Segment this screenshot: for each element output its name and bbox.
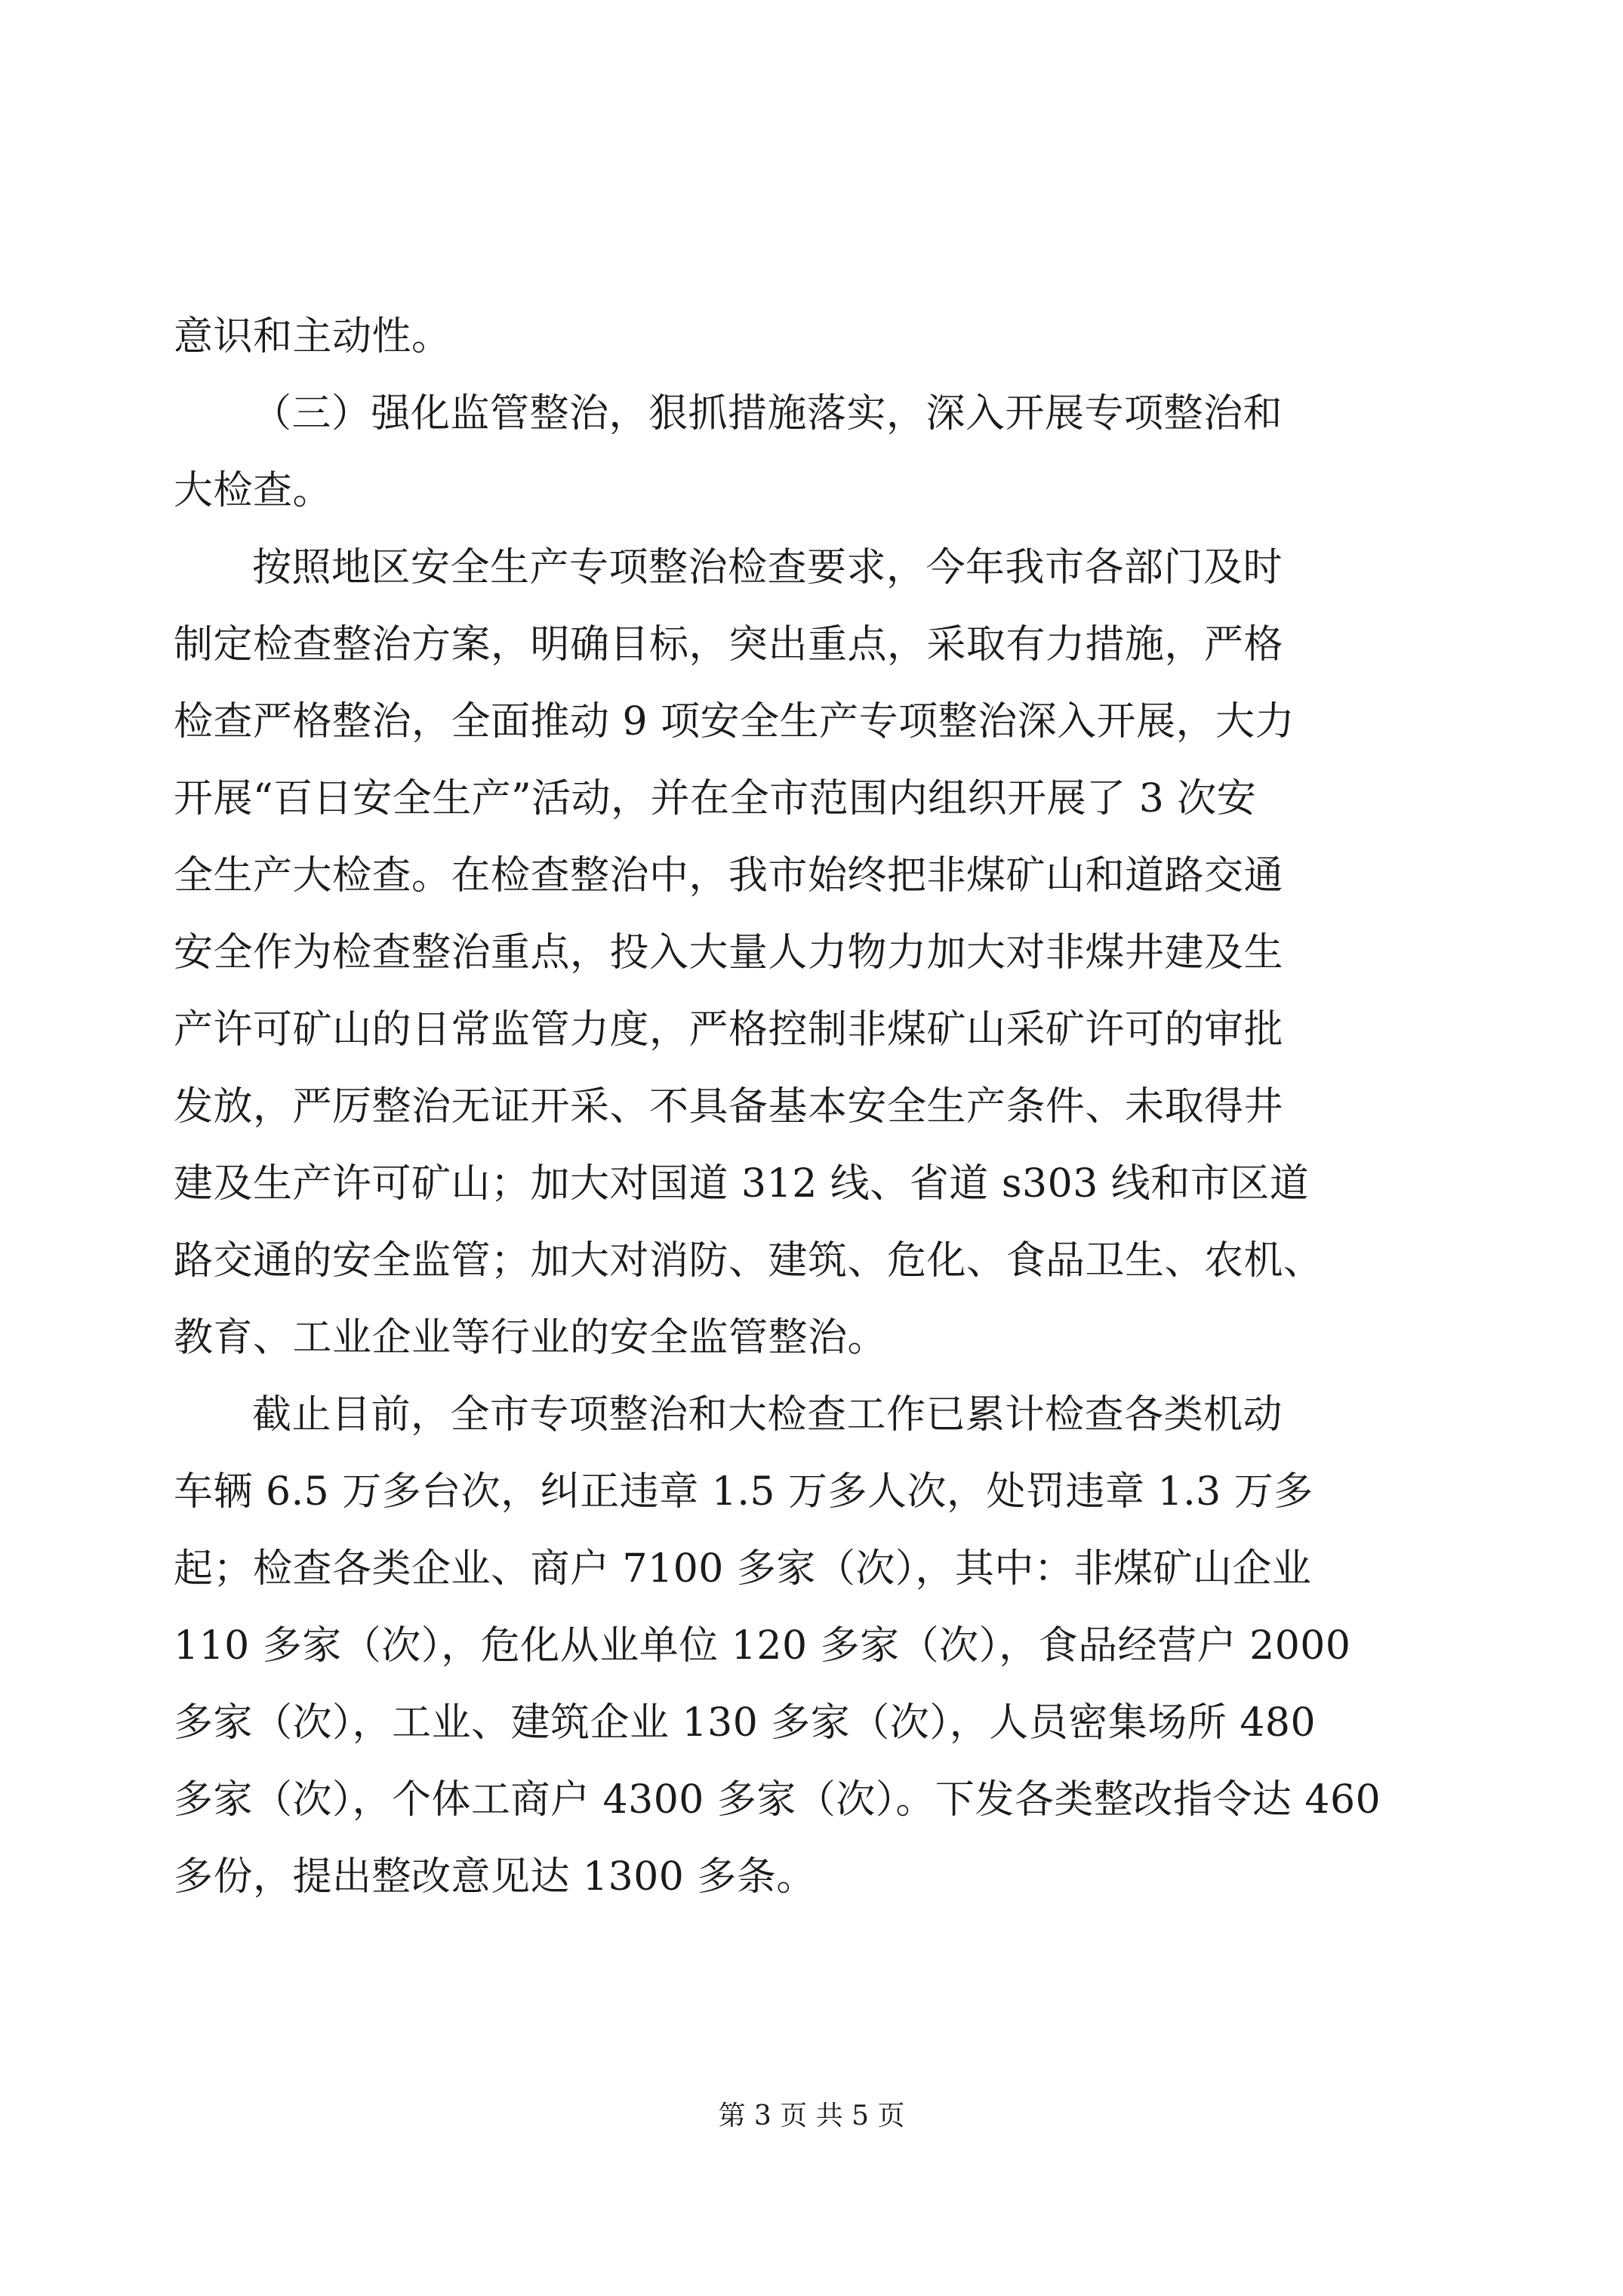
page-number-footer: 第 3 页 共 5 页 xyxy=(718,2100,905,2131)
text-line: 建及生产许可矿山；加大对国道 312 线、省道 s303 线和市区道 xyxy=(174,1161,1310,1207)
text-line: 意识和主动性。 xyxy=(174,314,451,359)
document-body xyxy=(174,298,1442,1915)
text-line: 起；检查各类企业、商户 7100 多家（次），其中：非煤矿山企业 xyxy=(174,1546,1312,1592)
paragraph-start: 截止目前，全市专项整治和大检查工作已累计检查各类机动 xyxy=(252,1392,1283,1438)
text-line: 路交通的安全监管；加大对消防、建筑、危化、食品卫生、农机、 xyxy=(174,1238,1323,1284)
text-line: 开展“百日安全生产”活动，并在全市范围内组织开展了 3 次安 xyxy=(174,776,1257,821)
text-line: 110 多家（次），危化从业单位 120 多家（次），食品经营户 2000 xyxy=(174,1623,1351,1669)
section-heading: （三）强化监管整治，狠抓措施落实，深入开展专项整治和 xyxy=(252,391,1283,436)
text-line: 制定检查整治方案，明确目标，突出重点，采取有力措施，严格 xyxy=(174,622,1284,667)
text-line: 安全作为检查整治重点，投入大量人力物力加大对非煤井建及生 xyxy=(174,930,1284,975)
text-line: 检查严格整治，全面推动 9 项安全生产专项整治深入开展，大力 xyxy=(174,699,1295,744)
text-line: 产许可矿山的日常监管力度，严格控制非煤矿山采矿许可的审批 xyxy=(174,1007,1284,1052)
paragraph-start: 按照地区安全生产专项整治检查要求，今年我市各部门及时 xyxy=(252,545,1283,590)
text-line: 车辆 6.5 万多台次，纠正违章 1.5 万多人次，处罚违章 1.3 万多 xyxy=(174,1469,1313,1515)
text-line: 多份，提出整改意见达 1300 多条。 xyxy=(174,1854,816,1900)
text-line: 多家（次），工业、建筑企业 130 多家（次），人员密集场所 480 xyxy=(174,1700,1317,1746)
text-line: 教育、工业企业等行业的安全监管整治。 xyxy=(174,1315,888,1361)
text-line: 发放，严厉整治无证开采、不具备基本安全生产条件、未取得井 xyxy=(174,1084,1284,1130)
text-line: 全生产大检查。在检查整治中，我市始终把非煤矿山和道路交通 xyxy=(174,853,1284,898)
text-line: 多家（次），个体工商户 4300 多家（次）。下发各类整改指令达 460 xyxy=(174,1777,1381,1823)
text-line: 大检查。 xyxy=(174,468,333,513)
